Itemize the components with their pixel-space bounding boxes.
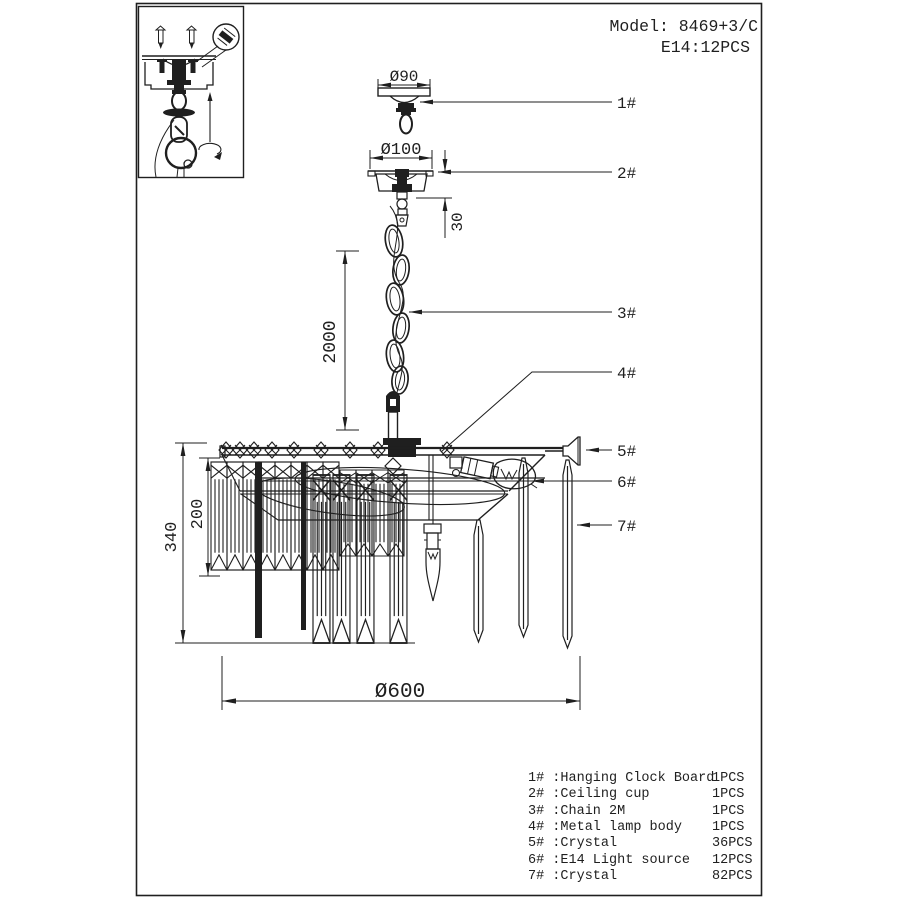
dim-90-label: Ø90 [389, 68, 419, 86]
callout-1-label: 1# [617, 95, 637, 113]
dim-ceiling-cup-diameter [370, 141, 432, 169]
callout-4 [441, 365, 637, 452]
parts-row-qty: 1PCS [712, 787, 745, 802]
parts-row-label: 4# :Metal lamp body [528, 820, 682, 835]
parts-row-label: 5# :Crystal [528, 836, 618, 851]
magnifier-detail-icon [196, 24, 239, 67]
page-frame [137, 4, 762, 896]
model-info [609, 17, 758, 57]
callout-1 [420, 95, 637, 113]
callout-5 [586, 443, 637, 461]
callout-2-label: 2# [617, 165, 637, 183]
dim-30-label: 30 [449, 212, 467, 232]
parts-row-qty: 1PCS [712, 820, 745, 835]
parts-row-label: 2# :Ceiling cup [528, 787, 650, 802]
parts-row-qty: 12PCS [712, 853, 753, 868]
e14-bulb-vertical [424, 524, 441, 601]
screw-icon [187, 26, 196, 49]
callout-5-label: 5# [617, 443, 637, 461]
dim-chain-length [321, 251, 359, 430]
dim-body-total-height [163, 443, 415, 643]
hanging-clock-board-drawing [378, 68, 637, 134]
dim-body-diameter [222, 656, 580, 710]
rotate-arrow-icon [199, 92, 222, 160]
screw-icon [156, 26, 165, 49]
callout-6-label: 6# [617, 474, 637, 492]
parts-row-label: 3# :Chain 2M [528, 804, 626, 819]
parts-row-qty: 1PCS [712, 771, 745, 786]
inset-hook-assembly [155, 90, 196, 177]
callout-3 [409, 305, 637, 323]
callout-3-label: 3# [617, 305, 637, 323]
parts-row-label: 7# :Crystal [528, 869, 618, 884]
dim-200-label: 200 [189, 498, 208, 530]
chain-drawing [321, 206, 637, 439]
callout-7 [577, 518, 637, 536]
callout-2 [438, 165, 637, 183]
callout-4-label: 4# [617, 365, 637, 383]
parts-row-qty: 1PCS [712, 804, 745, 819]
ceiling-cup-drawing [368, 141, 637, 238]
parts-row-qty: 82PCS [712, 869, 753, 884]
callout-7-label: 7# [617, 518, 637, 536]
lamp-spec-label: E14:12PCS [660, 38, 750, 57]
inset-ceiling-plate [142, 56, 216, 90]
crystal-blades-right [474, 458, 572, 648]
inset-border [139, 7, 244, 178]
parts-row-label: 1# :Hanging Clock Board [528, 771, 715, 786]
model-number-label: Model: 8469+3/C [609, 17, 758, 36]
parts-row-label: 6# :E14 Light source [528, 853, 691, 868]
callout-6 [531, 474, 637, 492]
parts-list [528, 771, 753, 884]
dim-600-label: Ø600 [374, 681, 426, 704]
parts-row-qty: 36PCS [712, 836, 753, 851]
dim-340-label: 340 [163, 521, 182, 553]
dim-100-label: Ø100 [380, 141, 422, 160]
dim-ceiling-cup-height [416, 150, 467, 238]
installation-inset [139, 7, 244, 178]
dim-2000-label: 2000 [321, 320, 341, 364]
